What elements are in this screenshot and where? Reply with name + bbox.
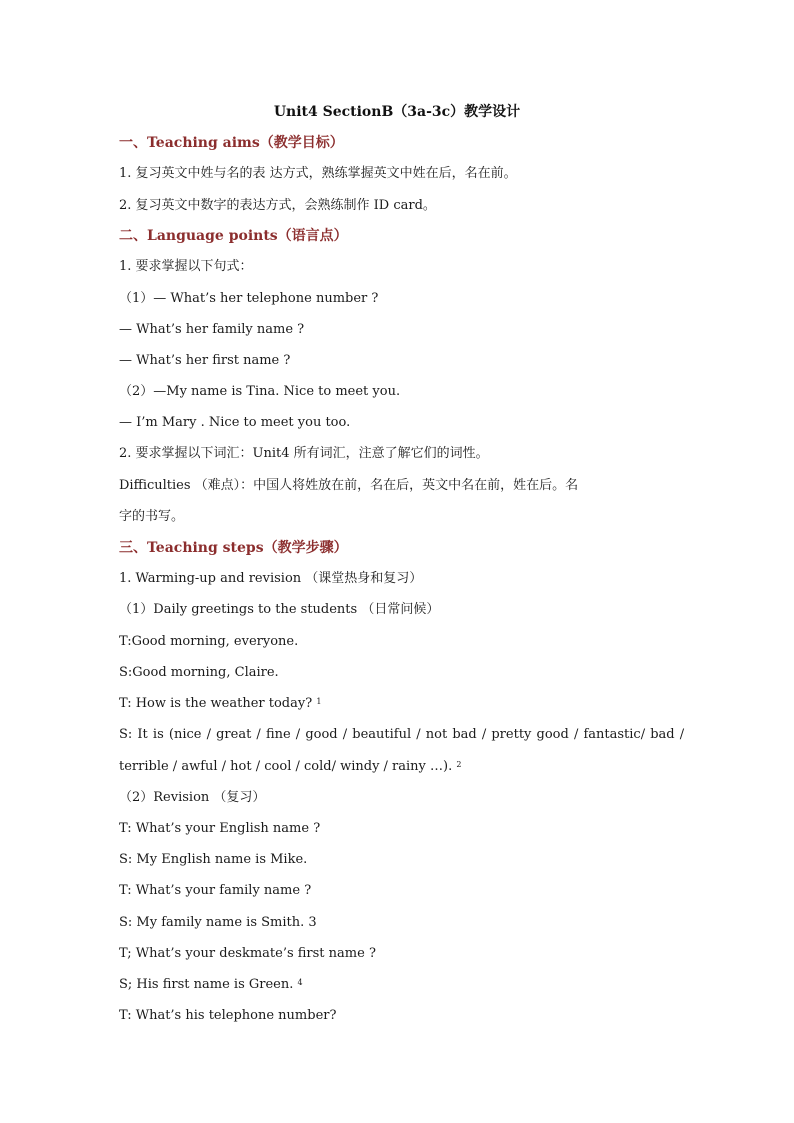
teaching-steps-heading: 三、Teaching steps（教学步骤） (119, 540, 348, 556)
footnote-mark: 1 (316, 697, 322, 706)
step-1a: （1）Daily greetings to the students （日常问候） (119, 602, 440, 617)
difficulties-line-1: Difficulties （难点）：中国人将姓放在前，名在后，英文中名在前，姓在后。名 (119, 478, 579, 493)
difficulties-line-2: 字的书写。 (119, 509, 185, 524)
dialogue-text: terrible / awful / hot / cool / cold/ windy / rainy …). (119, 759, 453, 774)
sentence-1d: （2）—My name is Tina. Nice to meet you. (119, 384, 401, 399)
step-1: 1. Warming-up and revision （课堂热身和复习） (119, 571, 423, 586)
dialogue-line: S: My family name is Smith. 3 (119, 915, 317, 930)
footnote-mark: 4 (297, 978, 303, 987)
dialogue-line (119, 976, 303, 994)
sentence-1e: — I’m Mary . Nice to meet you too. (119, 415, 351, 430)
aims-item-2: 2. 复习英文中数字的表达方式，会熟练制作 ID card。 (119, 198, 436, 213)
document-title: Unit4 SectionB（3a-3c）教学设计 (273, 104, 521, 120)
dialogue-line: T: What’s your English name ? (119, 821, 321, 836)
aims-heading: 一、Teaching aims（教学目标） (119, 135, 344, 151)
language-item-2: 2. 要求掌握以下词汇：Unit4 所有词汇，注意了解它们的词性。 (119, 446, 489, 461)
footnote-mark: 2 (456, 760, 462, 769)
dialogue-line: S: It is (nice / great / fine / good / beautiful / not bad / pretty good / fantastic/ bad / (119, 727, 685, 742)
dialogue-line: T:Good morning, everyone. (119, 634, 299, 649)
dialogue-text: S; His first name is Green. (119, 977, 294, 992)
dialogue-line: T: What’s his telephone number? (119, 1008, 337, 1023)
dialogue-line: T; What’s your deskmate’s first name ? (119, 946, 376, 961)
aims-item-1: 1. 复习英文中姓与名的表 达方式，熟练掌握英文中姓在后，名在前。 (119, 166, 517, 181)
dialogue-line: S:Good morning, Claire. (119, 665, 279, 680)
step-1b: （2）Revision （复习） (119, 790, 266, 805)
dialogue-text: T: How is the weather today? (119, 696, 313, 711)
language-item-1: 1. 要求掌握以下句式： (119, 259, 253, 274)
sentence-1a: （1）— What’s her telephone number ? (119, 291, 379, 306)
sentence-1c: — What’s her first name ? (119, 353, 291, 368)
dialogue-line (119, 695, 321, 713)
language-points-heading: 二、Language points（语言点） (119, 228, 348, 244)
dialogue-line: T: What’s your family name ? (119, 883, 312, 898)
dialogue-line: S: My English name is Mike. (119, 852, 308, 867)
dialogue-line (119, 758, 461, 776)
sentence-1b: — What’s her family name ? (119, 322, 305, 337)
